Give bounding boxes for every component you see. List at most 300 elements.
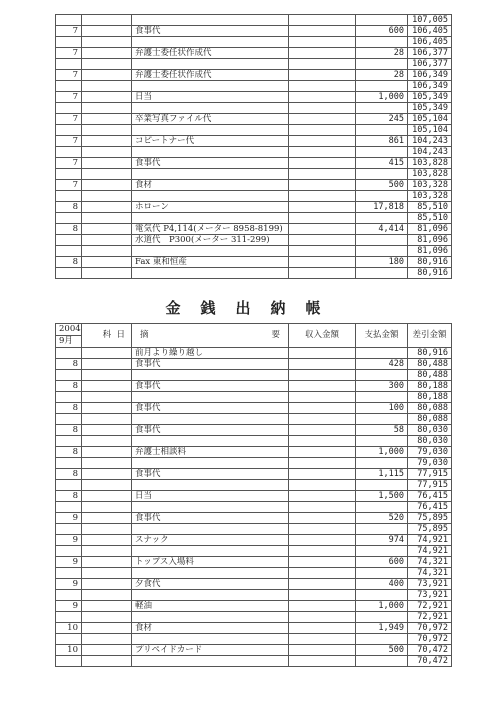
table-row xyxy=(56,370,452,381)
day-cell xyxy=(82,81,132,92)
month-cell xyxy=(56,502,82,513)
table-row xyxy=(56,268,452,279)
expense-cell xyxy=(356,590,408,601)
expense-cell xyxy=(356,612,408,623)
day-cell xyxy=(82,169,132,180)
income-cell xyxy=(289,634,356,645)
description-cell xyxy=(132,546,289,557)
note-header: 要 xyxy=(271,330,280,340)
description-cell xyxy=(132,268,289,279)
day-cell xyxy=(82,381,132,392)
table-row xyxy=(56,645,452,656)
day-cell xyxy=(82,436,132,447)
month-cell: 8 xyxy=(56,447,82,458)
day-cell xyxy=(82,246,132,257)
balance-cell: 70,972 xyxy=(408,623,452,634)
expense-cell: 28 xyxy=(356,70,408,81)
month-cell: 8 xyxy=(56,202,82,213)
table-row xyxy=(56,535,452,546)
expense-cell xyxy=(356,458,408,469)
balance-cell: 103,328 xyxy=(408,180,452,191)
description-cell: 食事代 xyxy=(132,26,289,37)
table-row xyxy=(56,590,452,601)
expense-cell: 428 xyxy=(356,359,408,370)
table-row xyxy=(56,557,452,568)
month-cell: 7 xyxy=(56,158,82,169)
description-cell xyxy=(132,15,289,26)
balance-cell: 79,030 xyxy=(408,447,452,458)
description-cell xyxy=(132,191,289,202)
day-cell xyxy=(82,645,132,656)
balance-cell: 80,188 xyxy=(408,381,452,392)
description-cell: 日当 xyxy=(132,491,289,502)
description-cell xyxy=(132,392,289,403)
description-cell xyxy=(132,103,289,114)
description-cell: 日当 xyxy=(132,92,289,103)
day-cell xyxy=(82,447,132,458)
expense-cell: 500 xyxy=(356,645,408,656)
expense-cell: 58 xyxy=(356,425,408,436)
balance-header: 差引金額 xyxy=(408,324,452,348)
month-cell xyxy=(56,480,82,491)
expense-cell xyxy=(356,125,408,136)
income-cell xyxy=(289,513,356,524)
description-cell xyxy=(132,169,289,180)
table-row xyxy=(56,469,452,480)
day-cell xyxy=(82,513,132,524)
month-cell xyxy=(56,268,82,279)
description-cell: プリペイドカード xyxy=(132,645,289,656)
balance-cell: 106,349 xyxy=(408,70,452,81)
description-cell xyxy=(132,524,289,535)
expense-cell: 245 xyxy=(356,114,408,125)
day-header: 日 xyxy=(116,330,125,340)
income-cell xyxy=(289,169,356,180)
expense-cell xyxy=(356,348,408,359)
income-cell xyxy=(289,601,356,612)
balance-cell: 103,328 xyxy=(408,191,452,202)
month-cell xyxy=(56,568,82,579)
day-cell xyxy=(82,392,132,403)
balance-cell: 105,349 xyxy=(408,103,452,114)
day-cell xyxy=(82,491,132,502)
month-cell xyxy=(56,414,82,425)
month-cell: 8 xyxy=(56,224,82,235)
expense-cell xyxy=(356,656,408,667)
subject-col-header: 科 xyxy=(102,330,112,340)
income-cell xyxy=(289,158,356,169)
table-row xyxy=(56,103,452,114)
balance-cell: 80,916 xyxy=(408,348,452,359)
day-cell xyxy=(82,26,132,37)
table-row xyxy=(56,158,452,169)
table-row xyxy=(56,125,452,136)
income-cell xyxy=(289,191,356,202)
expense-cell: 17,818 xyxy=(356,202,408,213)
expense-cell: 400 xyxy=(356,579,408,590)
expense-cell: 600 xyxy=(356,26,408,37)
month-cell: 9 xyxy=(56,557,82,568)
table-row xyxy=(56,257,452,268)
income-cell xyxy=(289,59,356,70)
day-cell xyxy=(82,524,132,535)
income-cell xyxy=(289,502,356,513)
month-cell xyxy=(56,348,82,359)
day-cell xyxy=(82,348,132,359)
table-row xyxy=(56,436,452,447)
expense-cell: 520 xyxy=(356,513,408,524)
balance-cell: 74,921 xyxy=(408,546,452,557)
balance-cell: 103,828 xyxy=(408,158,452,169)
description-cell: 電気代 P4,114(メーター 8958-8199) xyxy=(132,224,289,235)
description-cell xyxy=(132,125,289,136)
month-cell xyxy=(56,656,82,667)
day-cell xyxy=(82,458,132,469)
expense-cell xyxy=(356,524,408,535)
month-cell xyxy=(56,191,82,202)
expense-cell xyxy=(356,414,408,425)
table-row xyxy=(56,579,452,590)
income-cell xyxy=(289,535,356,546)
day-cell xyxy=(82,480,132,491)
ledger-table-bottom xyxy=(55,323,452,667)
month-cell xyxy=(56,169,82,180)
expense-cell xyxy=(356,169,408,180)
income-cell xyxy=(289,491,356,502)
expense-cell: 861 xyxy=(356,136,408,147)
table-row xyxy=(56,213,452,224)
day-cell xyxy=(82,579,132,590)
expense-cell xyxy=(356,502,408,513)
table-row xyxy=(56,480,452,491)
income-cell xyxy=(289,147,356,158)
month-cell xyxy=(56,246,82,257)
month-cell xyxy=(56,370,82,381)
income-cell xyxy=(289,623,356,634)
month-cell: 9 xyxy=(56,513,82,524)
income-cell xyxy=(289,524,356,535)
expense-cell xyxy=(356,15,408,26)
description-cell: 軽油 xyxy=(132,601,289,612)
table-row xyxy=(56,202,452,213)
table-row xyxy=(56,425,452,436)
description-cell xyxy=(132,612,289,623)
month-cell: 7 xyxy=(56,48,82,59)
income-cell xyxy=(289,15,356,26)
table-row xyxy=(56,502,452,513)
table-row xyxy=(56,524,452,535)
month-cell xyxy=(56,125,82,136)
day-cell xyxy=(82,59,132,70)
month-cell xyxy=(56,392,82,403)
day-cell xyxy=(82,37,132,48)
income-cell xyxy=(289,136,356,147)
day-cell xyxy=(82,158,132,169)
month-cell: 7 xyxy=(56,70,82,81)
balance-cell: 80,188 xyxy=(408,392,452,403)
income-cell xyxy=(289,469,356,480)
description-cell: 食事代 xyxy=(132,403,289,414)
table-row xyxy=(56,447,452,458)
day-cell xyxy=(82,535,132,546)
description-cell xyxy=(132,436,289,447)
year-cell: 2004 xyxy=(56,324,82,336)
balance-cell: 80,088 xyxy=(408,414,452,425)
income-cell xyxy=(289,180,356,191)
income-cell xyxy=(289,348,356,359)
description-cell: 食事代 xyxy=(132,359,289,370)
balance-cell: 77,915 xyxy=(408,480,452,491)
day-cell xyxy=(82,425,132,436)
day-cell xyxy=(82,125,132,136)
expense-cell: 1,500 xyxy=(356,491,408,502)
month-cell: 8 xyxy=(56,359,82,370)
description-cell: コピートナー代 xyxy=(132,136,289,147)
day-cell xyxy=(82,414,132,425)
balance-cell: 81,096 xyxy=(408,224,452,235)
day-cell xyxy=(82,612,132,623)
month-cell xyxy=(56,590,82,601)
income-cell xyxy=(289,92,356,103)
table-row xyxy=(56,546,452,557)
balance-cell: 80,030 xyxy=(408,436,452,447)
month-cell: 7 xyxy=(56,114,82,125)
balance-cell: 79,030 xyxy=(408,458,452,469)
income-cell xyxy=(289,612,356,623)
table-row xyxy=(56,224,452,235)
table-row xyxy=(56,81,452,92)
month-cell: 7 xyxy=(56,180,82,191)
expense-cell xyxy=(356,546,408,557)
expense-cell xyxy=(356,191,408,202)
balance-cell: 104,243 xyxy=(408,147,452,158)
description-cell: 食事代 xyxy=(132,513,289,524)
income-cell xyxy=(289,645,356,656)
income-cell xyxy=(289,202,356,213)
income-cell xyxy=(289,257,356,268)
table-row xyxy=(56,491,452,502)
expense-cell: 100 xyxy=(356,403,408,414)
income-cell xyxy=(289,590,356,601)
expense-cell xyxy=(356,246,408,257)
income-cell xyxy=(289,557,356,568)
ledger-title: 金銭出納帳 xyxy=(165,299,341,317)
expense-cell xyxy=(356,436,408,447)
table-row xyxy=(56,392,452,403)
table-row xyxy=(56,634,452,645)
month-cell xyxy=(56,634,82,645)
month-cell: 9 xyxy=(56,601,82,612)
table-row xyxy=(56,180,452,191)
expense-cell xyxy=(356,268,408,279)
table-row xyxy=(56,59,452,70)
balance-cell: 80,488 xyxy=(408,370,452,381)
balance-cell: 76,415 xyxy=(408,502,452,513)
day-cell xyxy=(82,213,132,224)
income-cell xyxy=(289,414,356,425)
expense-cell: 300 xyxy=(356,381,408,392)
expense-cell xyxy=(356,103,408,114)
expense-cell xyxy=(356,568,408,579)
expense-cell: 500 xyxy=(356,180,408,191)
expense-cell xyxy=(356,634,408,645)
description-cell: 弁護士委任状作成代 xyxy=(132,70,289,81)
ledger-table-top xyxy=(55,14,452,279)
income-cell xyxy=(289,436,356,447)
table-row xyxy=(56,403,452,414)
balance-cell: 107,005 xyxy=(408,15,452,26)
balance-cell: 74,321 xyxy=(408,557,452,568)
day-cell xyxy=(82,70,132,81)
description-header: 摘 xyxy=(140,330,149,340)
day-cell xyxy=(82,224,132,235)
balance-cell: 106,405 xyxy=(408,26,452,37)
income-header: 収入金額 xyxy=(289,324,356,348)
expense-cell xyxy=(356,37,408,48)
table-row xyxy=(56,48,452,59)
income-cell xyxy=(289,48,356,59)
income-cell xyxy=(289,359,356,370)
expense-cell xyxy=(356,59,408,70)
description-cell xyxy=(132,458,289,469)
day-cell xyxy=(82,601,132,612)
table-row xyxy=(56,169,452,180)
day-cell xyxy=(82,114,132,125)
month-cell: 8 xyxy=(56,257,82,268)
description-cell xyxy=(132,502,289,513)
balance-cell: 103,828 xyxy=(408,169,452,180)
expense-cell: 600 xyxy=(356,557,408,568)
description-cell xyxy=(132,480,289,491)
day-cell xyxy=(82,590,132,601)
description-cell xyxy=(132,634,289,645)
income-cell xyxy=(289,37,356,48)
description-cell: 食事代 xyxy=(132,425,289,436)
balance-cell: 72,921 xyxy=(408,612,452,623)
income-cell xyxy=(289,114,356,125)
day-cell xyxy=(82,557,132,568)
balance-cell: 85,510 xyxy=(408,213,452,224)
month-cell: 7 xyxy=(56,92,82,103)
day-cell xyxy=(82,235,132,246)
balance-cell: 70,472 xyxy=(408,645,452,656)
description-cell: 食事代 xyxy=(132,381,289,392)
balance-cell: 80,488 xyxy=(408,359,452,370)
table-row xyxy=(56,359,452,370)
income-cell xyxy=(289,125,356,136)
table-row xyxy=(56,348,452,359)
table-row xyxy=(56,568,452,579)
month-cell xyxy=(56,546,82,557)
description-cell xyxy=(132,568,289,579)
description-cell: 卒業写真ファイル代 xyxy=(132,114,289,125)
table-row xyxy=(56,656,452,667)
description-cell: 弁護士委任状作成代 xyxy=(132,48,289,59)
month-cell xyxy=(56,103,82,114)
expense-cell: 180 xyxy=(356,257,408,268)
day-cell xyxy=(82,268,132,279)
description-cell: 弁護士相談料 xyxy=(132,447,289,458)
income-cell xyxy=(289,381,356,392)
balance-cell: 106,377 xyxy=(408,59,452,70)
day-cell xyxy=(82,568,132,579)
balance-cell: 74,321 xyxy=(408,568,452,579)
description-cell xyxy=(132,37,289,48)
month-cell xyxy=(56,147,82,158)
month-cell xyxy=(56,81,82,92)
month-cell: 10 xyxy=(56,623,82,634)
month-cell xyxy=(56,15,82,26)
balance-cell: 70,972 xyxy=(408,634,452,645)
table-row xyxy=(56,37,452,48)
table-row xyxy=(56,92,452,103)
description-cell: 水道代 P300(メーター 311-299) xyxy=(132,235,289,246)
income-cell xyxy=(289,447,356,458)
income-cell xyxy=(289,458,356,469)
day-cell xyxy=(82,546,132,557)
day-cell xyxy=(82,359,132,370)
day-cell xyxy=(82,656,132,667)
day-cell xyxy=(82,257,132,268)
description-cell xyxy=(132,370,289,381)
description-cell: 食材 xyxy=(132,180,289,191)
income-cell xyxy=(289,480,356,491)
day-cell xyxy=(82,147,132,158)
month-cell: 10 xyxy=(56,645,82,656)
day-cell xyxy=(82,623,132,634)
balance-cell: 77,915 xyxy=(408,469,452,480)
expense-cell: 28 xyxy=(356,48,408,59)
description-cell: 前月より繰り越し xyxy=(132,348,289,359)
table-row xyxy=(56,191,452,202)
balance-cell: 105,104 xyxy=(408,125,452,136)
table-row xyxy=(56,458,452,469)
income-cell xyxy=(289,235,356,246)
description-cell: 食材 xyxy=(132,623,289,634)
income-cell xyxy=(289,224,356,235)
expense-cell: 1,000 xyxy=(356,601,408,612)
balance-cell: 73,921 xyxy=(408,590,452,601)
month-cell: 8 xyxy=(56,491,82,502)
table-row xyxy=(56,612,452,623)
day-cell xyxy=(82,202,132,213)
balance-cell: 81,096 xyxy=(408,246,452,257)
balance-cell: 106,405 xyxy=(408,37,452,48)
month-cell: 8 xyxy=(56,381,82,392)
balance-cell: 106,349 xyxy=(408,81,452,92)
month-cell xyxy=(56,235,82,246)
income-cell xyxy=(289,268,356,279)
expense-cell xyxy=(356,213,408,224)
description-cell: トップス入場料 xyxy=(132,557,289,568)
description-cell xyxy=(132,81,289,92)
balance-cell: 80,916 xyxy=(408,268,452,279)
table-row xyxy=(56,414,452,425)
description-cell: 食事代 xyxy=(132,158,289,169)
balance-cell: 70,472 xyxy=(408,656,452,667)
month-cell: 8 xyxy=(56,403,82,414)
table-row xyxy=(56,136,452,147)
balance-cell: 72,921 xyxy=(408,601,452,612)
income-cell xyxy=(289,579,356,590)
table-row xyxy=(56,70,452,81)
description-cell xyxy=(132,147,289,158)
day-cell xyxy=(82,403,132,414)
income-cell xyxy=(289,246,356,257)
month-cell xyxy=(56,59,82,70)
income-cell xyxy=(289,103,356,114)
description-cell xyxy=(132,59,289,70)
